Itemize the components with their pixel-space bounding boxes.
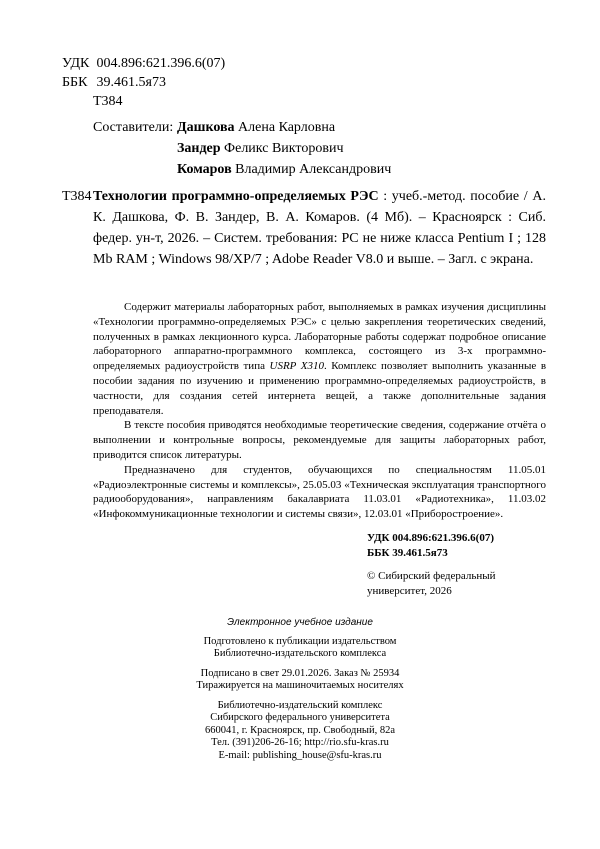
biblio-code: Т384 [62,189,92,204]
biblio-rest: : учеб.-метод. пособие / А. К. Дашкова, Ф. В. Зандер, В. А. Комаров. (4 Мб). – Красноярск : Сиб. федер. ун-т, 2026. – Систем. требования: PC не ниже класса Pentium I ; 128 Mb RAM ; Windows 98/XP/7 ; Adobe Reader V8.0 и выше. – Загл. с экрана. [93,189,546,267]
bibliographic-entry [62,186,546,270]
prepared-line-2: Библиотечно-издательского комплекса [213,648,387,659]
compiler-given-2: Феликс Викторович [224,141,344,156]
bbk-line [62,73,225,92]
device-name: USRP X310 [269,360,324,373]
prepared-line-1: Подготовлено к публикации издательством [203,635,397,647]
imprint [150,617,450,762]
bbk-bold: ББК 39.461.5я73 [367,547,448,559]
edition-type: Электронное учебное издание [227,617,373,628]
biblio-title: Технологии программно-определяемых РЭС [93,189,379,204]
compilers-block [93,117,391,180]
compiler-given-1: Алена Карловна [238,120,336,135]
abstract-paragraph-3: Предназначено для студентов, обучающихся по специальностям 11.05.01 «Радиоэлектронные системы и комплексы», 25.05.03 «Техническая эксплуатация транспортного радиооборудования», направлениям бакалавриата 11.03.01 «Радиотехника», 11.03.02 «Инфокоммуникационные технологии и системы связи», 12.03.01 «Приборостроение». [93,463,546,521]
abstract-p1-text: Содержит материалы лабораторных работ, выполняемых в рамках изучения дисциплины «Технологии программно-определяемых РЭС» с целью закрепления теоретических сведений, полученных в рамках лекционного курса. Лабораторные работы содержат подробное описание лабораторного аппаратно-программного комплекса, состоящего из 3-х программно-определяемых радиоустройств типа [93,301,546,373]
compiler-line-1 [93,117,391,138]
copies-info: Тиражируется на машиночитаемых носителях [196,680,404,691]
publisher-phone: Тел. (391)206-26-16; http://rio.sfu-kras.ru [211,737,389,748]
abstract-p1-tail: . Комплекс позволяет выполнить указанные в пособии задания по изучению и применению программно-определяемых радиоустройств, в частности, для создания сетей интернета вещей, а также дополнительные задания преподавателя. [93,360,547,417]
publisher-address: 660041, г. Красноярск, пр. Свободный, 82а [204,724,396,736]
publisher-line-1: Библиотечно-издательский комплекс [217,699,383,711]
udk-label: УДК [62,56,90,71]
author-code [62,92,225,111]
copyright-line-1: © Сибирский федеральный [367,570,496,582]
compiler-surname-2: Зандер [177,141,221,156]
compiler-given-3: Владимир Александрович [235,162,392,177]
header-block [62,54,225,111]
publisher-email: E-mail: publishing_house@sfu-kras.ru [218,749,382,761]
bbk-value: 39.461.5я73 [96,75,166,90]
udk-line [62,54,225,73]
compiler-line-3 [93,159,391,180]
abstract [93,300,546,522]
compiler-surname-3: Комаров [177,162,232,177]
bbk-label: ББК [62,75,88,90]
signed-info: Подписано в свет 29.01.2026. Заказ № 25934 [200,667,400,679]
compiler-surname-1: Дашкова [177,120,235,135]
classification-block [367,531,496,599]
udk-value: 004.896:621.396.6(07) [96,56,226,71]
udk-bold: УДК 004.896:621.396.6(07) [367,532,494,544]
compiler-line-2 [93,138,391,159]
publisher-line-2: Сибирского федерального университета [210,712,390,723]
copyright-line-2: университет, 2026 [367,585,452,597]
abstract-paragraph-1 [93,300,546,418]
abstract-paragraph-2: В тексте пособия приводятся необходимые теоретические сведения, содержание отчёта о выполнении и контрольные вопросы, рекомендуемые для защиты лабораторных работ, приводится список литературы. [93,419,546,461]
author-code-text: Т384 [93,94,123,109]
compilers-label: Составители: [93,120,174,135]
